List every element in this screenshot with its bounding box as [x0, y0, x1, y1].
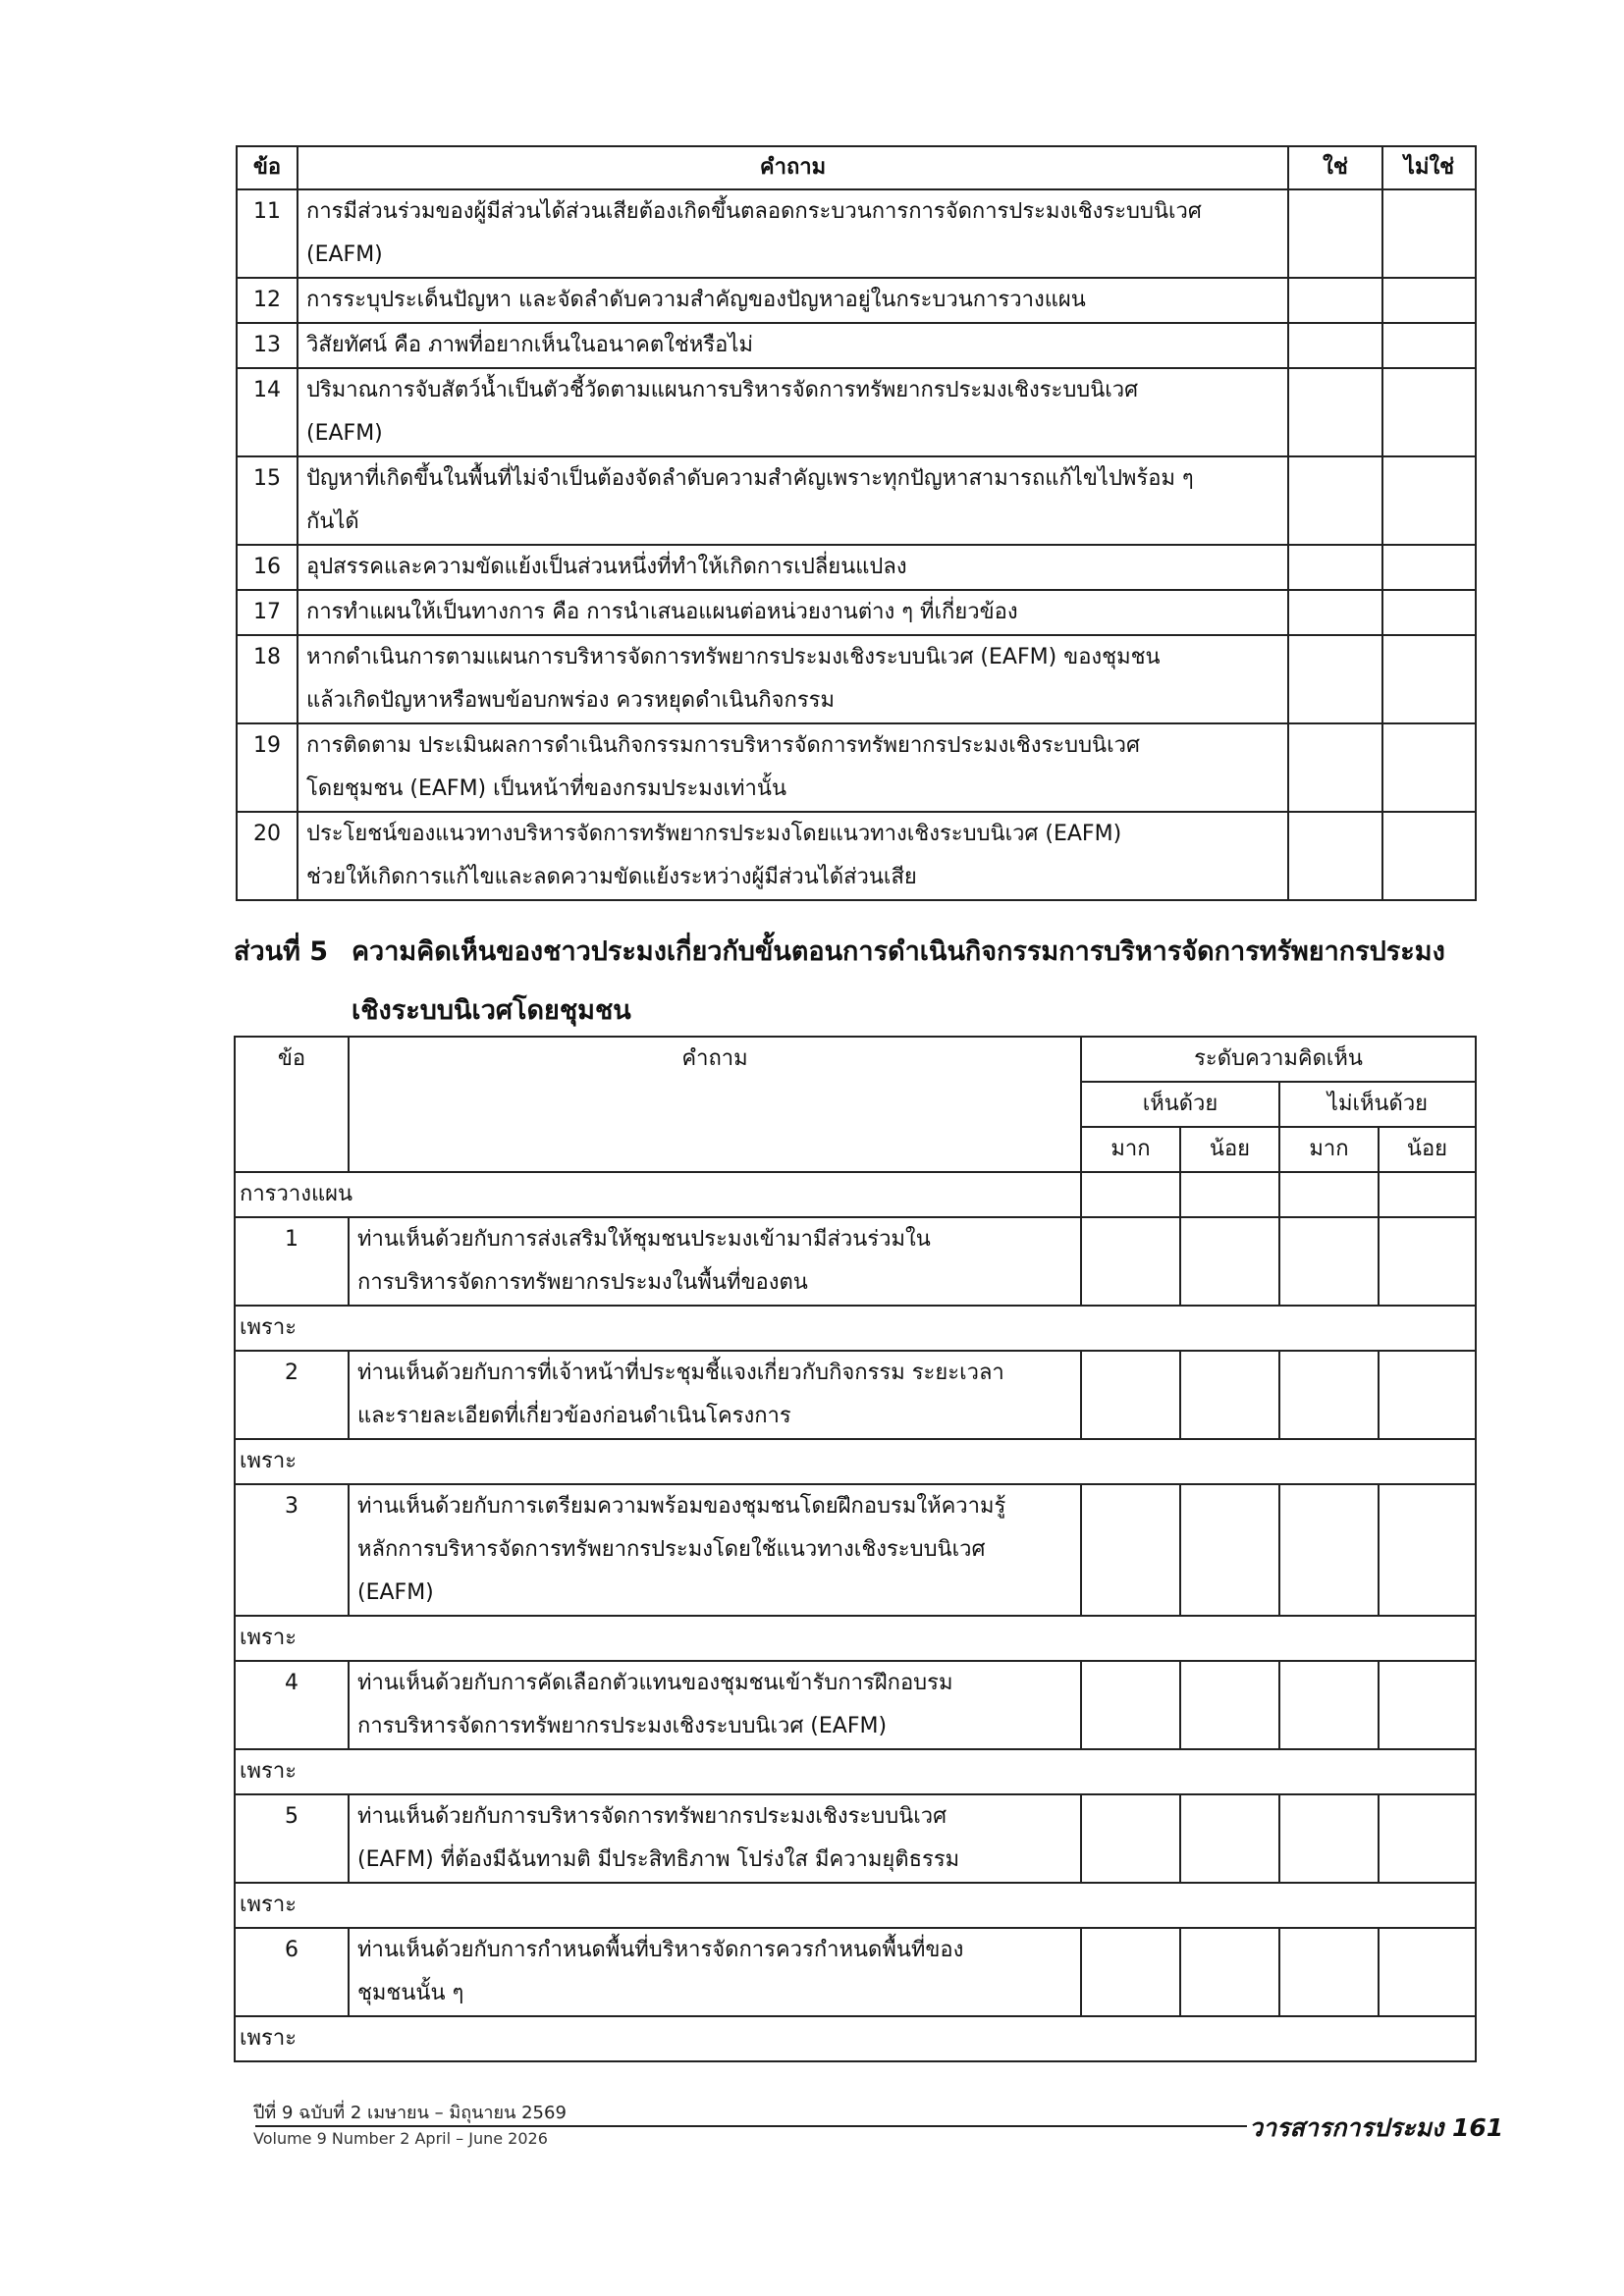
agree-less-cell [1180, 1172, 1279, 1217]
question-text [349, 1484, 1081, 1616]
disagree-more-cell [1279, 1172, 1379, 1217]
agree-less-cell[interactable] [1180, 1661, 1279, 1749]
question-text-line: วิสัยทัศน์ คือ ภาพที่อยากเห็นในอนาคตใช่หรือไม่ [306, 333, 753, 357]
agree-more-cell[interactable] [1081, 1351, 1180, 1439]
answer-yes-cell[interactable] [1288, 278, 1382, 323]
disagree-less-cell[interactable] [1379, 1661, 1476, 1749]
answer-yes-cell[interactable] [1288, 189, 1382, 278]
because-answer-field[interactable] [349, 2016, 1476, 2061]
question-text [349, 1351, 1081, 1439]
answer-no-cell[interactable] [1382, 812, 1476, 900]
question-number: 20 [237, 812, 298, 900]
disagree-less-cell[interactable] [1379, 1928, 1476, 2016]
because-label: เพราะ [235, 1883, 349, 1928]
header-question: คำถาม [298, 146, 1288, 189]
answer-yes-cell[interactable] [1288, 723, 1382, 812]
question-text-line: ท่านเห็นด้วยกับการเตรียมความพร้อมของชุมชนโดยฝึกอบรมให้ความรู้ [357, 1494, 1006, 1519]
question-text-line: ท่านเห็นด้วยกับการกำหนดพื้นที่บริหารจัดการควรกำหนดพื้นที่ของ [357, 1938, 964, 1962]
question-number: 16 [237, 545, 298, 590]
table-row [237, 812, 1476, 900]
because-row [235, 1306, 1476, 1351]
section-row [235, 1172, 1476, 1217]
section-label: การวางแผน [235, 1172, 1081, 1217]
question-text [349, 1661, 1081, 1749]
disagree-more-cell[interactable] [1279, 1217, 1379, 1306]
question-text-line: ชุมชนนั้น ๆ [357, 1981, 464, 2005]
question-text-line: ปริมาณการจับสัตว์น้ำเป็นตัวชี้วัดตามแผนการบริหารจัดการทรัพยากรประมงเชิงระบบนิเวศ [306, 378, 1139, 402]
question-text-line: โดยชุมชน (EAFM) เป็นหน้าที่ของกรมประมงเท่านั้น [306, 776, 786, 801]
because-label: เพราะ [235, 1306, 349, 1351]
question-text-line: (EAFM) [357, 1580, 434, 1605]
question-number: 11 [237, 189, 298, 278]
question-text [349, 1217, 1081, 1306]
question-number: 2 [235, 1351, 349, 1439]
agree-more-cell[interactable] [1081, 1661, 1180, 1749]
answer-no-cell[interactable] [1382, 189, 1476, 278]
header-agree: เห็นด้วย [1081, 1082, 1279, 1127]
answer-yes-cell[interactable] [1288, 323, 1382, 368]
because-row [235, 1883, 1476, 1928]
question-text-line: (EAFM) [306, 421, 383, 446]
agree-more-cell [1081, 1172, 1180, 1217]
question-text [298, 456, 1288, 545]
question-number: 13 [237, 323, 298, 368]
because-row [235, 1749, 1476, 1794]
table-body [237, 189, 1476, 900]
question-text-line: หากดำเนินการตามแผนการบริหารจัดการทรัพยากรประมงเชิงระบบนิเวศ (EAFM) ของชุมชน [306, 645, 1161, 669]
footer-rule [255, 2125, 1247, 2127]
agree-less-cell[interactable] [1180, 1794, 1279, 1883]
agree-more-cell[interactable] [1081, 1484, 1180, 1616]
question-text-line: การบริหารจัดการทรัพยากรประมงเชิงระบบนิเวศ (EAFM) [357, 1714, 888, 1738]
question-text-line: (EAFM) ที่ต้องมีฉันทามติ มีประสิทธิภาพ โปร่งใส มีความยุติธรรม [357, 1847, 960, 1872]
table-row [237, 545, 1476, 590]
answer-yes-cell[interactable] [1288, 812, 1382, 900]
question-text [298, 635, 1288, 723]
disagree-less-cell[interactable] [1379, 1794, 1476, 1883]
question-text-line: ปัญหาที่เกิดขึ้นในพื้นที่ไม่จำเป็นต้องจัดลำดับความสำคัญเพราะทุกปัญหาสามารถแก้ไขไปพร้อม ๆ [306, 466, 1194, 491]
table-row [237, 723, 1476, 812]
agree-less-cell[interactable] [1180, 1217, 1279, 1306]
opinion-table [234, 1036, 1477, 2062]
table-row [235, 1484, 1476, 1616]
header-no: ข้อ [237, 146, 298, 189]
question-text-line: การระบุประเด็นปัญหา และจัดลำดับความสำคัญของปัญหาอยู่ในกระบวนการวางแผน [306, 288, 1086, 312]
questions-table-yes-no [236, 145, 1477, 901]
answer-yes-cell[interactable] [1288, 590, 1382, 635]
header-disagree-more: มาก [1279, 1127, 1379, 1172]
question-number: 14 [237, 368, 298, 456]
table-row [237, 189, 1476, 278]
disagree-more-cell[interactable] [1279, 1928, 1379, 2016]
question-text-line: การทำแผนให้เป็นทางการ คือ การนำเสนอแผนต่อหน่วยงานต่าง ๆ ที่เกี่ยวข้อง [306, 600, 1018, 624]
answer-no-cell[interactable] [1382, 723, 1476, 812]
because-row [235, 1439, 1476, 1484]
question-text [298, 723, 1288, 812]
because-label: เพราะ [235, 2016, 349, 2061]
question-number: 18 [237, 635, 298, 723]
question-text-line: การมีส่วนร่วมของผู้มีส่วนได้ส่วนเสียต้องเกิดขึ้นตลอดกระบวนการการจัดการประมงเชิงระบบนิเวศ [306, 199, 1202, 224]
header-no: ข้อ [235, 1037, 349, 1172]
question-number: 15 [237, 456, 298, 545]
question-number: 19 [237, 723, 298, 812]
question-number: 1 [235, 1217, 349, 1306]
because-row [235, 1616, 1476, 1661]
question-text-line: ท่านเห็นด้วยกับการที่เจ้าหน้าที่ประชุมชี้แจงเกี่ยวกับกิจกรรม ระยะเวลา [357, 1361, 1004, 1385]
question-text [298, 590, 1288, 635]
question-number: 17 [237, 590, 298, 635]
part5-heading [234, 923, 1445, 1041]
agree-more-cell[interactable] [1081, 1928, 1180, 2016]
question-text [349, 1794, 1081, 1883]
disagree-less-cell [1379, 1172, 1476, 1217]
question-number: 12 [237, 278, 298, 323]
disagree-more-cell[interactable] [1279, 1484, 1379, 1616]
table-row [235, 1928, 1476, 2016]
because-label: เพราะ [235, 1616, 349, 1661]
header-opinion-level: ระดับความคิดเห็น [1081, 1037, 1476, 1082]
table-body [235, 1172, 1476, 2061]
disagree-more-cell[interactable] [1279, 1661, 1379, 1749]
question-text-line: หลักการบริหารจัดการทรัพยากรประมงโดยใช้แนวทางเชิงระบบนิเวศ [357, 1537, 986, 1562]
question-text-line: การบริหารจัดการทรัพยากรประมงในพื้นที่ของตน [357, 1270, 808, 1295]
question-text-line: (EAFM) [306, 242, 383, 267]
question-number: 5 [235, 1794, 349, 1883]
part5-title-line2: เชิงระบบนิเวศโดยชุมชน [352, 995, 631, 1026]
table-row [237, 456, 1476, 545]
question-text-line: ท่านเห็นด้วยกับการส่งเสริมให้ชุมชนประมงเข้ามามีส่วนร่วมใน [357, 1227, 931, 1252]
header-disagree: ไม่เห็นด้วย [1279, 1082, 1476, 1127]
because-label: เพราะ [235, 1439, 349, 1484]
question-text [298, 545, 1288, 590]
question-text-line: แล้วเกิดปัญหาหรือพบข้อบกพร่อง ควรหยุดดำเนินกิจกรรม [306, 688, 835, 713]
answer-no-cell[interactable] [1382, 590, 1476, 635]
agree-less-cell[interactable] [1180, 1351, 1279, 1439]
because-answer-field[interactable] [349, 1616, 1476, 1661]
because-answer-field[interactable] [349, 1749, 1476, 1794]
answer-no-cell[interactable] [1382, 323, 1476, 368]
question-text [298, 189, 1288, 278]
header-no-answer: ไม่ใช่ [1382, 146, 1476, 189]
agree-more-cell[interactable] [1081, 1794, 1180, 1883]
question-number: 4 [235, 1661, 349, 1749]
disagree-less-cell[interactable] [1379, 1484, 1476, 1616]
question-number: 3 [235, 1484, 349, 1616]
table-row [237, 590, 1476, 635]
agree-more-cell[interactable] [1081, 1217, 1180, 1306]
table-row [237, 635, 1476, 723]
question-text-line: ช่วยให้เกิดการแก้ไขและลดความขัดแย้งระหว่างผู้มีส่วนได้ส่วนเสีย [306, 865, 917, 889]
disagree-less-cell[interactable] [1379, 1217, 1476, 1306]
question-text [298, 323, 1288, 368]
agree-less-cell[interactable] [1180, 1928, 1279, 2016]
issue-thai: ปีที่ 9 ฉบับที่ 2 เมษายน – มิถุนายน 2569 [253, 2103, 567, 2123]
question-text-line: อุปสรรคและความขัดแย้งเป็นส่วนหนึ่งที่ทำให้เกิดการเปลี่ยนแปลง [306, 555, 907, 579]
because-answer-field[interactable] [349, 1439, 1476, 1484]
because-row [235, 2016, 1476, 2061]
answer-yes-cell[interactable] [1288, 635, 1382, 723]
answer-no-cell[interactable] [1382, 368, 1476, 456]
table-header-row [235, 1037, 1476, 1082]
part5-label: ส่วนที่ 5 [234, 936, 329, 967]
table-header-row [237, 146, 1476, 189]
because-answer-field[interactable] [349, 1883, 1476, 1928]
answer-no-cell[interactable] [1382, 545, 1476, 590]
disagree-more-cell[interactable] [1279, 1794, 1379, 1883]
table-row [237, 323, 1476, 368]
question-text-line: และรายละเอียดที่เกี่ยวข้องก่อนดำเนินโครงการ [357, 1404, 791, 1428]
answer-yes-cell[interactable] [1288, 368, 1382, 456]
question-text-line: ประโยชน์ของแนวทางบริหารจัดการทรัพยากรประมงโดยแนวทางเชิงระบบนิเวศ (EAFM) [306, 822, 1122, 846]
question-text-line: ท่านเห็นด้วยกับการบริหารจัดการทรัพยากรประมงเชิงระบบนิเวศ [357, 1804, 947, 1829]
header-agree-more: มาก [1081, 1127, 1180, 1172]
table-row [235, 1217, 1476, 1306]
disagree-less-cell[interactable] [1379, 1351, 1476, 1439]
header-agree-less: น้อย [1180, 1127, 1279, 1172]
question-text [298, 812, 1288, 900]
question-text-line: การติดตาม ประเมินผลการดำเนินกิจกรรมการบริหารจัดการทรัพยากรประมงเชิงระบบนิเวศ [306, 733, 1140, 758]
question-number: 6 [235, 1928, 349, 2016]
answer-yes-cell[interactable] [1288, 456, 1382, 545]
header-question: คำถาม [349, 1037, 1081, 1172]
issue-english: Volume 9 Number 2 April – June 2026 [253, 2129, 548, 2148]
answer-no-cell[interactable] [1382, 456, 1476, 545]
table-row [237, 368, 1476, 456]
question-text-line: กันได้ [306, 509, 359, 534]
because-label: เพราะ [235, 1749, 349, 1794]
disagree-more-cell[interactable] [1279, 1351, 1379, 1439]
table-row [237, 278, 1476, 323]
header-yes: ใช่ [1288, 146, 1382, 189]
question-text [298, 278, 1288, 323]
question-text [298, 368, 1288, 456]
answer-no-cell[interactable] [1382, 278, 1476, 323]
question-text [349, 1928, 1081, 2016]
question-text-line: ท่านเห็นด้วยกับการคัดเลือกตัวแทนของชุมชนเข้ารับการฝึกอบรม [357, 1671, 953, 1695]
because-answer-field[interactable] [349, 1306, 1476, 1351]
table-row [235, 1794, 1476, 1883]
agree-less-cell[interactable] [1180, 1484, 1279, 1616]
header-disagree-less: น้อย [1379, 1127, 1476, 1172]
journal-name-page-number: วารสารการประมง 161 [1249, 2113, 1504, 2142]
table-row [235, 1661, 1476, 1749]
answer-no-cell[interactable] [1382, 635, 1476, 723]
part5-title-line1: ความคิดเห็นของชาวประมงเกี่ยวกับขั้นตอนการดำเนินกิจกรรมการบริหารจัดการทรัพยากรประมง [352, 936, 1445, 967]
table-row [235, 1351, 1476, 1439]
answer-yes-cell[interactable] [1288, 545, 1382, 590]
